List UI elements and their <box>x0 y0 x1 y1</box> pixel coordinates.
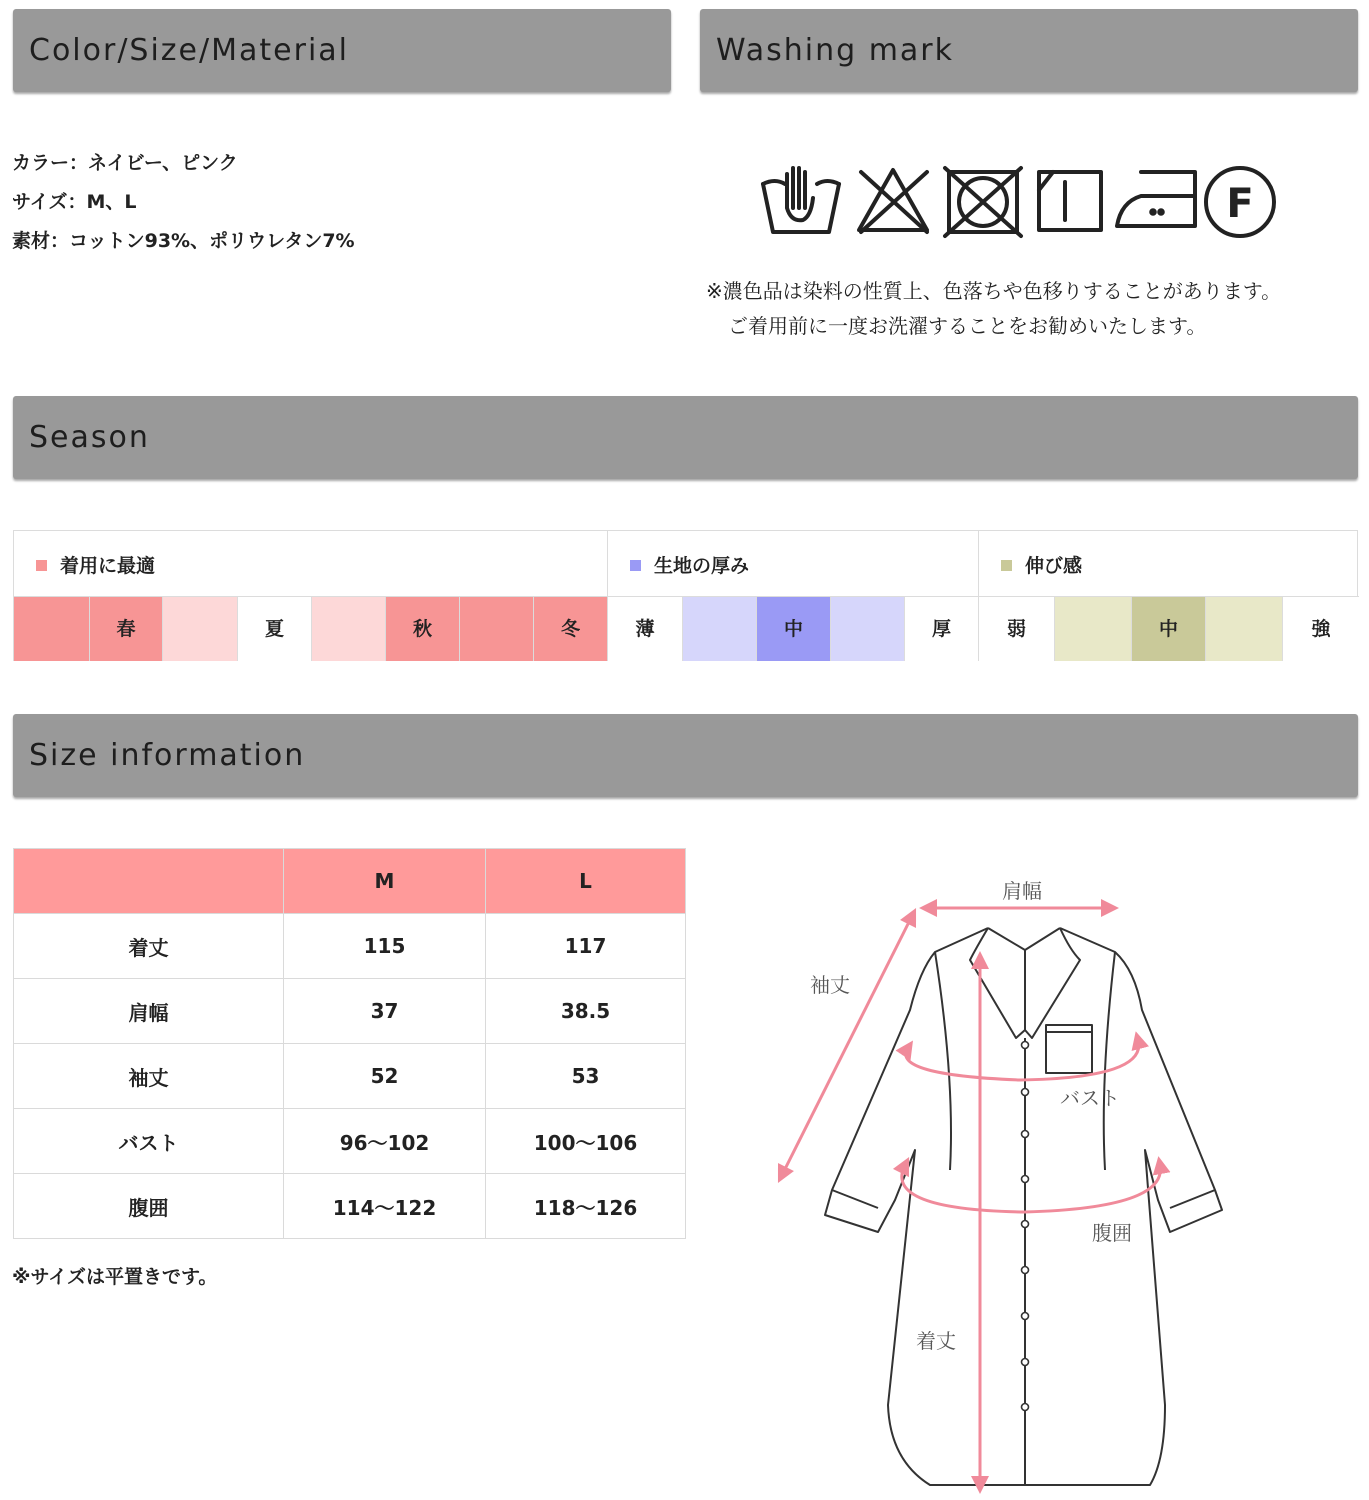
table-cell: 着丈 <box>14 914 284 979</box>
season-group-label: 着用に最適 <box>60 555 156 577</box>
stretch-cell-weak: 弱 <box>979 597 1055 661</box>
line-dry-icon <box>1039 172 1101 230</box>
low-iron-icon <box>1117 172 1195 226</box>
dry-clean-f-label: F <box>1226 181 1254 227</box>
table-cell: 肩幅 <box>14 979 284 1044</box>
material-info: 素材：コットン93%、ポリウレタン7% <box>12 230 355 252</box>
season-cell <box>14 597 90 661</box>
table-header-cell: L <box>486 849 686 914</box>
shoulder-label: 肩幅 <box>1002 879 1042 903</box>
size-info: サイズ：M、L <box>12 191 137 213</box>
table-cell: 37 <box>284 979 486 1044</box>
table-cell: 53 <box>486 1044 686 1109</box>
table-header-cell: M <box>284 849 486 914</box>
color-info: カラー：ネイビー、ピンク <box>12 152 238 174</box>
table-cell: 100～106 <box>486 1109 686 1174</box>
table-row <box>14 979 686 1044</box>
bust-label: バスト <box>1060 1086 1120 1110</box>
thickness-cell <box>683 597 757 661</box>
table-row <box>14 1174 686 1239</box>
stretch-cell-medium: 中 <box>1132 597 1206 661</box>
season-group-thickness <box>608 531 979 597</box>
season-group-label: 生地の厚み <box>654 555 750 577</box>
season-cell <box>460 597 534 661</box>
washing-note-line2: ご着用前に一度お洗濯することをお勧めいたします。 <box>728 314 1207 338</box>
garment-diagram <box>770 860 1240 1495</box>
waist-arrow <box>902 1165 1161 1212</box>
season-header: Season <box>13 396 1358 479</box>
table-row <box>14 914 686 979</box>
table-cell: 38.5 <box>486 979 686 1044</box>
season-cell-winter: 冬 <box>534 597 608 661</box>
thickness-cell-thick: 厚 <box>905 597 979 661</box>
table-cell: 52 <box>284 1044 486 1109</box>
length-label: 着丈 <box>916 1329 956 1353</box>
season-cell <box>163 597 238 661</box>
table-cell: 腹囲 <box>14 1174 284 1239</box>
size-note: ※サイズは平置きです。 <box>12 1266 218 1288</box>
size-table <box>13 848 686 1239</box>
table-cell: バスト <box>14 1109 284 1174</box>
color-size-material-header: Color/Size/Material <box>13 9 671 92</box>
season-cell <box>312 597 386 661</box>
table-cell: 117 <box>486 914 686 979</box>
season-group-wear <box>14 531 608 597</box>
washing-symbols <box>755 160 1285 242</box>
olive-square-icon <box>1001 560 1012 571</box>
pink-square-icon <box>36 560 47 571</box>
no-bleach-icon <box>859 170 927 232</box>
season-cell-spring: 春 <box>90 597 163 661</box>
stretch-cell-strong: 強 <box>1283 597 1359 661</box>
table-header-row <box>14 849 686 914</box>
season-cell-autumn: 秋 <box>386 597 460 661</box>
thickness-cell <box>831 597 905 661</box>
thickness-cell-thin: 薄 <box>608 597 683 661</box>
table-cell: 袖丈 <box>14 1044 284 1109</box>
washing-mark-header: Washing mark <box>700 9 1358 92</box>
season-group-stretch <box>979 531 1359 597</box>
table-header-cell <box>14 849 284 914</box>
no-tumble-dry-icon <box>945 168 1021 236</box>
stretch-cell <box>1055 597 1132 661</box>
table-cell: 118～126 <box>486 1174 686 1239</box>
stretch-cell <box>1206 597 1283 661</box>
sleeve-arrow <box>782 916 912 1175</box>
size-information-header: Size information <box>13 714 1358 797</box>
shirt-dress-outline <box>825 928 1222 1485</box>
season-group-label: 伸び感 <box>1025 555 1083 577</box>
sleeve-label: 袖丈 <box>810 973 850 997</box>
table-cell: 96～102 <box>284 1109 486 1174</box>
blue-square-icon <box>630 560 641 571</box>
table-row <box>14 1109 686 1174</box>
season-grid <box>13 530 1358 661</box>
washing-note-line1: ※濃色品は染料の性質上、色落ちや色移りすることがあります。 <box>706 279 1282 303</box>
table-cell: 115 <box>284 914 486 979</box>
thickness-cell-medium: 中 <box>757 597 831 661</box>
waist-label: 腹囲 <box>1092 1221 1132 1245</box>
table-row <box>14 1044 686 1109</box>
season-cell-summer: 夏 <box>238 597 312 661</box>
table-cell: 114～122 <box>284 1174 486 1239</box>
hand-wash-icon <box>763 168 839 232</box>
